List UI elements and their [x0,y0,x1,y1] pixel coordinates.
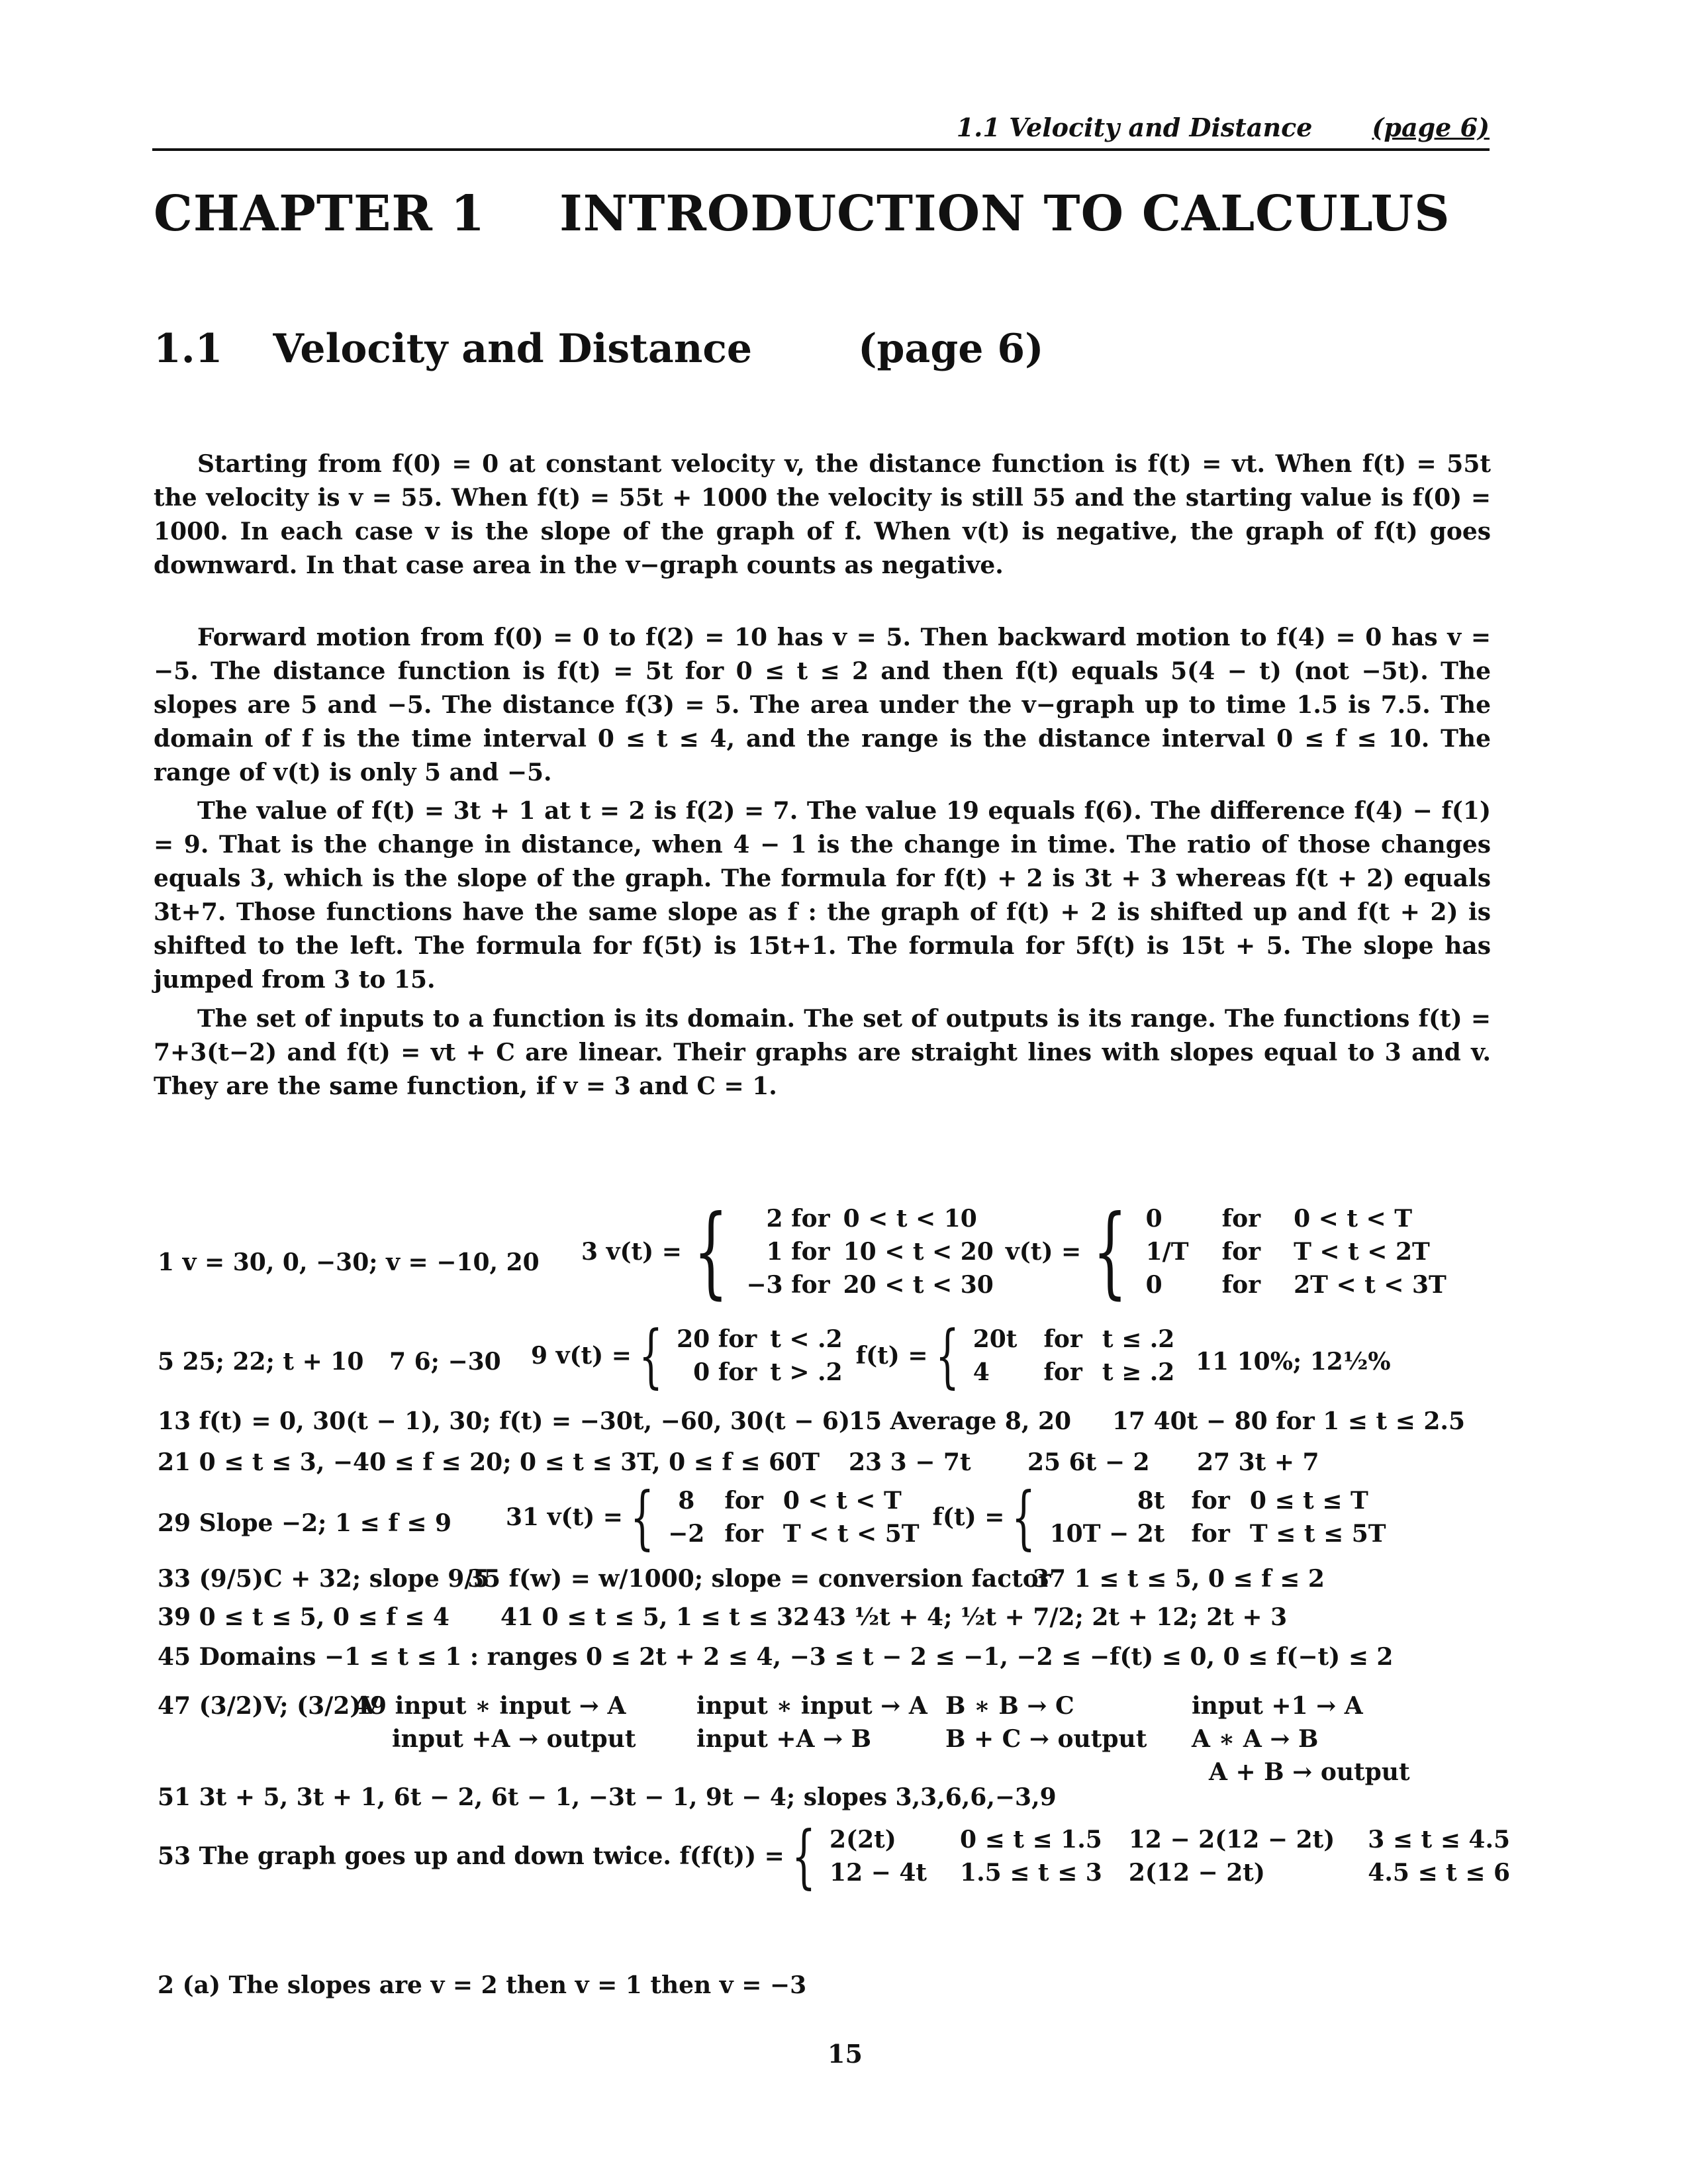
answer-29: 29 Slope −2; 1 ≤ f ≤ 9 [158,1509,452,1537]
paragraph-2: Forward motion from f(0) = 0 to f(2) = 10 has v = 5. Then backward motion to f(4) = 0 has v = −5. The distance function is f(t) = 5t for 0 ≤ t ≤ 2 and then f(t) equals 5(4 − t) (not −5t). The slopes are 5 and −5. The distance f(3) = 5. The area under the v−graph up to time 1.5 is 7.5. The domain of f is the time interval 0 ≤ t ≤ 4, and the range is the distance interval 0 ≤ f ≤ 10. The range of v(t) is only 5 and −5. [154,624,1491,786]
page-number: 15 [828,2039,863,2069]
answer-31-cases: 8 for 0 < t < T −2 for T < t < 5T [668,1487,920,1548]
answer-9b-cases: 20t for t ≤ .2 4 for t ≥ .2 [973,1325,1175,1386]
answer-41: 41 0 ≤ t ≤ 5, 1 ≤ t ≤ 32 [500,1603,810,1631]
answer-49-col4: input +1 → A A ∗ A → B A + B → output [1192,1692,1410,1786]
chapter-title [154,185,1450,242]
answer-21: 21 0 ≤ t ≤ 3, −40 ≤ f ≤ 20; 0 ≤ t ≤ 3T, 0 ≤ f ≤ 60T [158,1448,820,1476]
paragraph-4: The set of inputs to a function is its domain. The set of outputs is its range. The functions f(t) = 7+3(t−2) and f(t) = vt + C are linear. Their graphs are straight lines with slopes equal to 3 and v. They are the same function, if v = 3 and C = 1. [154,1005,1491,1100]
paragraph-1: Starting from f(0) = 0 at constant velocity v, the distance function is f(t) = vt. When f(t) = 55t the velocity is v = 55. When f(t) = 55t + 1000 the velocity is still 55 and the starting value is f(0) = 1000. In each case v is the slope of the graph of f. When v(t) is negative, the graph of f(t) goes downward. In that case area in the v−graph counts as negative. [154,450,1491,579]
chapter-number: CHAPTER 1 [154,185,486,242]
answer-13: 13 f(t) = 0, 30(t − 1), 30; f(t) = −30t, −60, 30(t − 6) [158,1407,850,1435]
answer-17: 17 40t − 80 for 1 ≤ t ≤ 2.5 [1112,1407,1465,1435]
answer-31: 31 v(t) = { 8 for 0 < t < T −2 for T < t < 5T f(t) = { 8t for 0 ≤ t ≤ T 10T − 2t for T ≤ t ≤ 5T [506,1483,1393,1552]
answer-53-cases: 2(2t) 0 ≤ t ≤ 1.5 12 − 2(12 − 2t) 3 ≤ t ≤ 4.5 12 − 4t 1.5 ≤ t ≤ 3 2(12 − 2t) 4.5 ≤ t ≤ 6 [830,1826,1511,1887]
answer-11: 11 10%; 12½% [1196,1348,1391,1376]
answer-9: 9 v(t) = { 20 for t < .2 0 for t > .2 f(t) = { 20t for t ≤ .2 4 for t ≥ .2 [531,1321,1181,1390]
answer-25: 25 6t − 2 [1027,1448,1150,1476]
answer-27: 27 3t + 7 [1197,1448,1319,1476]
header-page: (page 6) [1372,113,1490,142]
answer-1: 1 v = 30, 0, −30; v = −10, 20 [158,1248,540,1276]
section-name: Velocity and Distance [273,326,753,372]
answer-49-col1: 49 input ∗ input → A input +A → output [354,1692,636,1753]
answer-5: 5 25; 22; t + 10 [158,1348,364,1376]
answer-3b-cases: 0 for 0 < t < T 1/T for T < t < 2T 0 for 2T < t < 3T [1145,1205,1447,1299]
answer-33: 33 (9/5)C + 32; slope 9/5 [158,1565,490,1593]
answer-51: 51 3t + 5, 3t + 1, 6t − 2, 6t − 1, −3t − 1, 9t − 4; slopes 3,3,6,6,−3,9 [158,1783,1057,1811]
answer-47: 47 (3/2)V; (3/2)V [158,1692,380,1720]
answer-43: 43 ½t + 4; ½t + 7/2; 2t + 12; 2t + 3 [813,1603,1288,1631]
section-page: (page 6) [858,326,1044,372]
paragraph-3: The value of f(t) = 3t + 1 at t = 2 is f(2) = 7. The value 19 equals f(6). The difference f(4) − f(1) = 9. That is the change in distance, when 4 − 1 is the change in time. The ratio of those changes equals 3, which is the slope of the graph. The formula for f(t) + 2 is 3t + 3 whereas f(t + 2) equals 3t+7. Those functions have the same slope as f : the graph of f(t) + 2 is shifted up and f(t + 2) is shifted to the left. The formula for f(5t) is 15t+1. The formula for 5f(t) is 15t + 5. The slope has jumped from 3 to 15. [154,797,1491,994]
answer-7: 7 6; −30 [389,1348,501,1376]
answer-35: 35 f(w) = w/1000; slope = conversion factor [467,1565,1051,1593]
answer-53: 53 The graph goes up and down twice. f(f(t)) = { 2(2t) 0 ≤ t ≤ 1.5 12 − 2(12 − 2t) 3 ≤ t ≤ 4.5 12 − 4t 1.5 ≤ t ≤ 3 2(12 − 2t) 4.5 ≤ t ≤ 6 [158,1822,1517,1891]
answer-37: 37 1 ≤ t ≤ 5, 0 ≤ f ≤ 2 [1033,1565,1325,1593]
answer-31b-cases: 8t for 0 ≤ t ≤ T 10T − 2t for T ≤ t ≤ 5T [1049,1487,1386,1548]
answer-49-col3: B ∗ B → C B + C → output [945,1692,1147,1753]
answer-9-cases: 20 for t < .2 0 for t > .2 [677,1325,843,1386]
answer-3-cases: 2 for 0 < t < 10 1 for 10 < t < 20 −3 for 20 < t < 30 [746,1205,994,1299]
answer-2a: 2 (a) The slopes are v = 2 then v = 1 then v = −3 [158,1971,807,1999]
answer-15: 15 Average 8, 20 [849,1407,1072,1435]
running-header [152,110,1490,151]
answer-45: 45 Domains −1 ≤ t ≤ 1 : ranges 0 ≤ 2t + 2 ≤ 4, −3 ≤ t − 2 ≤ −1, −2 ≤ −f(t) ≤ 0, 0 ≤ f(−t) ≤ 2 [158,1643,1394,1671]
answer-39: 39 0 ≤ t ≤ 5, 0 ≤ f ≤ 4 [158,1603,450,1631]
answer-23: 23 3 − 7t [849,1448,971,1476]
chapter-name: INTRODUCTION TO CALCULUS [559,185,1450,242]
header-section: 1.1 Velocity and Distance [956,113,1313,142]
answer-49-col2: input ∗ input → A input +A → B [696,1692,927,1753]
section-number: 1.1 [154,326,223,372]
answer-3: 3 v(t) = { 2 for 0 < t < 10 1 for 10 < t < 20 −3 for 20 < t < 30 v(t) = { 0 for 0 < t < T 1/T for T < t < 2T 0 for 2T < t < 3T [581,1202,1453,1301]
section-title [154,326,1043,372]
